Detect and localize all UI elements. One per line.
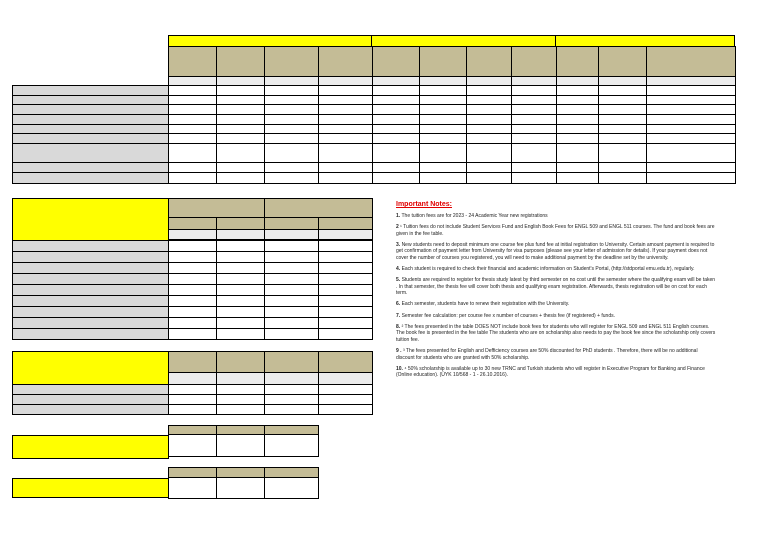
note-item xyxy=(396,324,716,344)
table-row xyxy=(13,318,373,329)
table-row xyxy=(13,274,373,285)
note-item xyxy=(396,313,716,320)
note-number: 9 . xyxy=(396,347,402,354)
note-item xyxy=(396,277,716,297)
note-text: ⁴ 50% scholarship is available up to 30 new TRNC and Turkish students who will register in Executive Program for Banking and Finance (Online education). (ÜYK 10/568 - 1 - 26.10.2016). xyxy=(396,365,705,379)
note-item xyxy=(396,242,716,262)
lower-fee-table-body xyxy=(12,384,373,415)
top-fee-table-header xyxy=(168,46,736,86)
note-text: ² The fees presented in the table DOES NOT include book fees for students who will register for ENGL 509 and ENGL 511 English courses. The book fee is presented in the fee table The students who are on scholarship also needs to pay the book fee since the scholarship only covers tuition fee. xyxy=(396,323,716,343)
table-row xyxy=(169,230,373,240)
table-row xyxy=(169,426,319,435)
note-text: Students are required to register for thesis study latest by third semester on no cost until the semester where the qualifying exam will be taken . In that semester, the thesis fee will cover both thesis and qualifying exam registration. Afterwards, thesis registration will be on cost for each term. xyxy=(396,277,716,297)
table-row xyxy=(13,263,373,274)
note-number: 4. xyxy=(396,266,401,273)
middle-yellow-label xyxy=(12,198,169,241)
table-row xyxy=(13,173,736,184)
table-row xyxy=(13,105,736,115)
note-number: 8. xyxy=(396,323,401,330)
small-table-1-yellow-label xyxy=(12,435,169,459)
table-row xyxy=(13,163,736,173)
table-row xyxy=(13,285,373,296)
middle-fee-table-header xyxy=(168,198,373,240)
small-table-2 xyxy=(168,467,319,499)
table-row xyxy=(13,252,373,263)
table-row xyxy=(169,47,736,77)
table-row xyxy=(13,395,373,405)
note-item xyxy=(396,301,716,308)
table-row xyxy=(13,307,373,318)
lower-fee-table-header xyxy=(168,351,373,385)
lower-yellow-label xyxy=(12,351,169,385)
table-row xyxy=(13,241,373,252)
table-row xyxy=(13,144,736,163)
note-number: 5. xyxy=(396,277,401,284)
note-text: Semester fee calculation: per course fee x number of courses + thesis fee (if registered) + funds. xyxy=(401,312,616,319)
table-row xyxy=(13,385,373,395)
table-row xyxy=(13,405,373,415)
note-number: 3. xyxy=(396,241,401,248)
note-number: 6. xyxy=(396,301,401,308)
note-number: 7. xyxy=(396,312,401,319)
table-row xyxy=(13,125,736,134)
note-item xyxy=(396,224,716,237)
table-row xyxy=(13,296,373,307)
table-row xyxy=(169,199,373,218)
note-item xyxy=(396,366,716,379)
top-fee-table-body xyxy=(12,85,736,184)
note-text: Each semester, students have to renew their registration with the University. xyxy=(401,301,570,308)
table-row xyxy=(13,115,736,125)
note-item xyxy=(396,266,716,273)
table-row xyxy=(169,435,319,457)
notes-title: Important Notes: xyxy=(396,201,452,208)
note-number: 2 xyxy=(396,224,399,231)
table-row xyxy=(13,96,736,105)
small-table-2-yellow-label xyxy=(12,478,169,498)
small-table-1 xyxy=(168,425,319,457)
table-row xyxy=(169,218,373,230)
note-item xyxy=(396,213,716,220)
note-number: 1. xyxy=(396,213,401,219)
note-item xyxy=(396,348,716,361)
note-number: 10. xyxy=(396,365,403,372)
note-text: Each student is required to check their financial and academic information on Student's Portal, (http://stdportal emu.edu.tr), regularly. xyxy=(401,266,695,273)
middle-fee-table-body xyxy=(12,240,373,340)
table-row xyxy=(13,86,736,96)
note-text: ¹ Tuition fees do not include Student Services Fund and English Book Fees for ENGL 509 and ENGL 511 courses. The fund and book fees are given in the fee table. xyxy=(396,224,715,237)
note-text: The tuition fees are for 2023 - 24 Academic Year new registrations xyxy=(401,213,548,219)
note-text: New students need to deposit minimum one course fee plus fund fee at initial registration to University. Certain amount payment is required to get confirmation of payment letter from University for visa purposes (please see your letter of admission for details). If your payment does not cover the number of courses you registered, you will need to make additional payment by the deadline set by the university. xyxy=(396,241,715,261)
table-row xyxy=(169,468,319,478)
note-text: ³ The fees presented for English and Defficiency courses are 50% discounted for PhD students . Therefore, there will be no additional discount for students who are granted with 50% scholarship. xyxy=(396,347,698,361)
table-row xyxy=(169,478,319,499)
table-row xyxy=(13,329,373,340)
important-notes xyxy=(396,200,716,383)
table-row xyxy=(169,352,373,373)
table-row xyxy=(13,134,736,144)
table-row xyxy=(169,373,373,385)
